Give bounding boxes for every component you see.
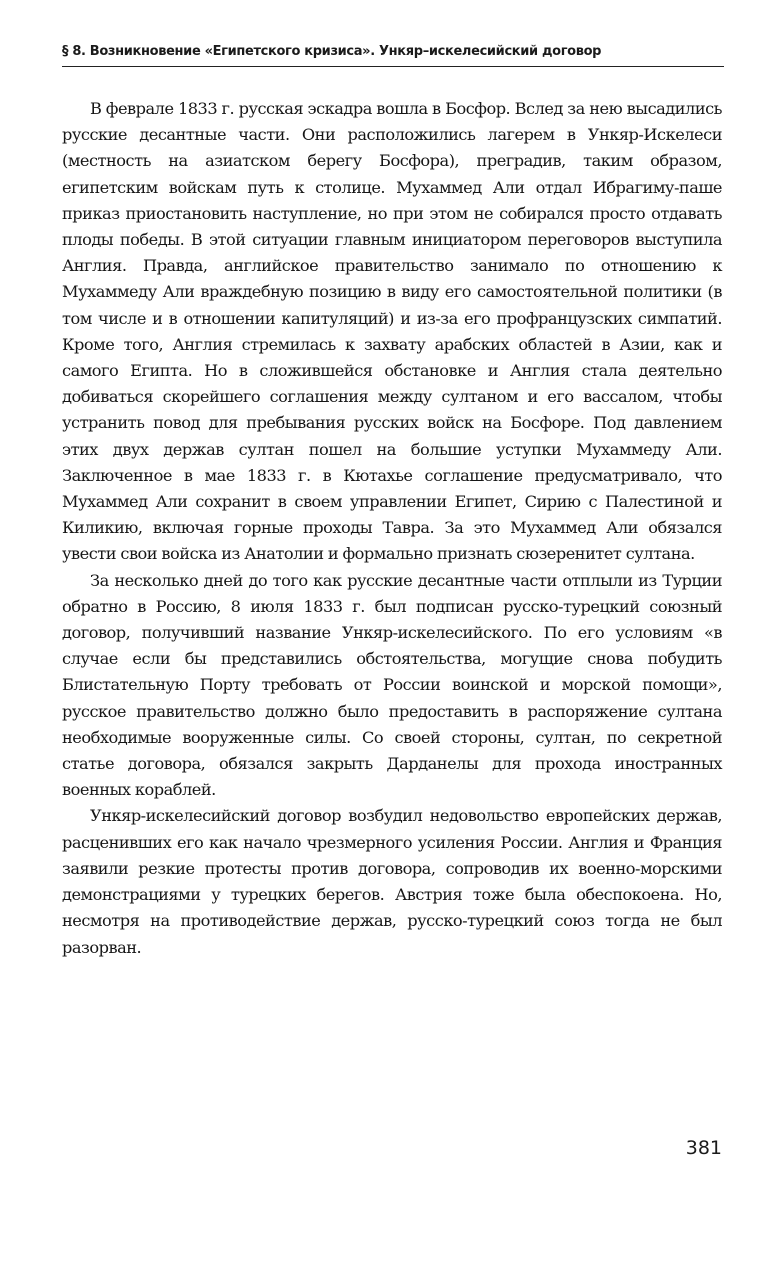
paragraph-3: Ункяр-искелесийский договор возбудил недовольство европейских держав, расценивших его как начало чрезмерного усиления России. Англия и Франция заявили резкие протесты против договора, сопроводив их военно-морскими демонстрациями у турецких берегов. Австрия тоже была обеспокоена. Но, несмотря на противодействие держав, русско-турецкий союз тогда не был разорван. — [62, 806, 722, 957]
paragraph-1: В феврале 1833 г. русская эскадра вошла в Босфор. Вслед за нею высадились русские десантные части. Они расположились лагерем в Ункяр-Искелеси (местность на азиатском берегу Босфора), преградив, таким образом, египетским войскам путь к столице. Мухаммед Али отдал Ибрагиму-паше приказ приостановить наступление, но при этом не собирался просто отдавать плоды победы. В этой ситуации главным инициатором переговоров выступила Англия. Правда, английское правительство занимало по отношению к Мухаммеду Али враждебную позицию в виду его самостоятельной политики (в том числе и в отношении капитуляций) и из-за его профранцузских симпатий. Кроме того, Англия стремилась к захвату арабских областей в Азии, как и самого Египта. Но в сложившейся обстановке и Англия стала деятельно добиваться скорейшего соглашения между султаном и его вассалом, чтобы устранить повод для пребывания русских войск на Босфоре. Под давлением этих двух держав султан пошел на большие уступки Мухаммеду Али. Заключенное в мае 1833 г. в Кютахье соглашение предусматривало, что Мухаммед Али сохранит в своем управлении Египет, Сирию с Палестиной и Киликию, включая горные проходы Тавра. За это Мухаммед Али обязался увести свои войска из Анатолии и формально признать сюзеренитет султана. — [62, 99, 722, 564]
body-text — [62, 96, 722, 961]
paragraph-2: За несколько дней до того как русские десантные части отплыли из Турции обратно в Россию, 8 июля 1833 г. был подписан русско-турецкий союзный договор, получивший название Ункяр-искелесийского. По его условиям «в случае если бы представились обстоятельства, могущие снова побудить Блистательную Порту требовать от России воинской и морской помощи», русское правительство должно было предоставить в распоряжение султана необходимые вооруженные силы. Со своей стороны, султан, по секретной статье договора, обязался закрыть Дарданелы для прохода иностранных военных кораблей. — [62, 570, 722, 800]
page-number: 381 — [685, 1137, 722, 1159]
running-header: § 8. Возникновение «Египетского кризиса». Ункяр–искелесийский договор — [62, 44, 724, 67]
